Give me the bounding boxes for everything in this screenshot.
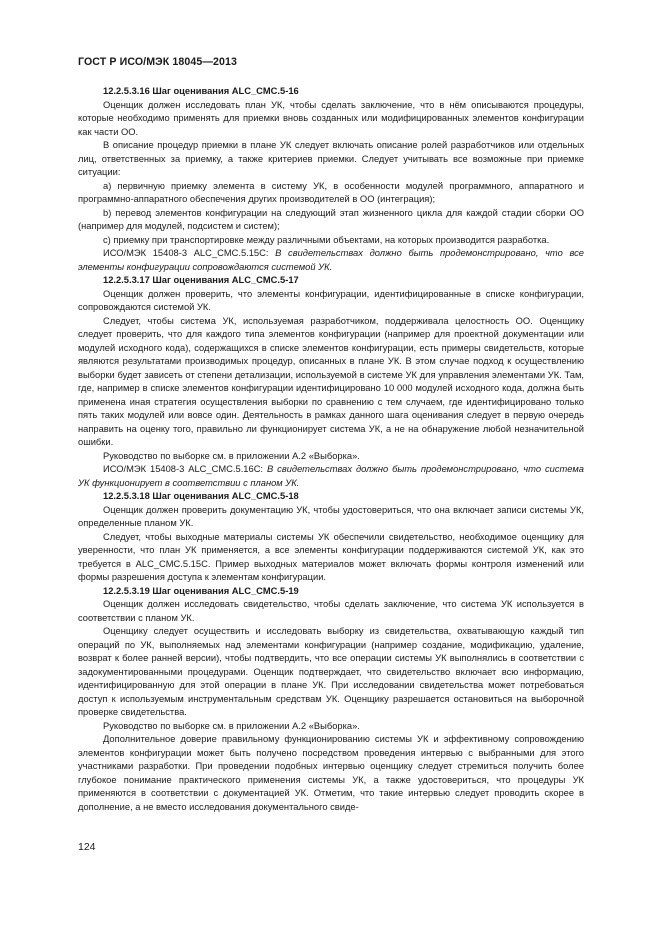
section-number: 12.2.5.3.19 — [103, 585, 150, 596]
section-heading — [78, 274, 584, 288]
reference-text: В свидетельствах должно быть продемонстрировано, что система УК функционирует в соответствии с планом УК. — [78, 464, 584, 488]
paragraph: Оценщик должен проверить документацию УК, чтобы удостовериться, что она включает записи системы УК, определенные планом УК. — [78, 504, 584, 528]
reference-text: В свидетельствах должно быть продемонстрировано, что все элементы конфигурации сопровождаются системой УК. — [78, 248, 585, 272]
section-heading — [78, 490, 584, 504]
paragraph: c) приемку при транспортировке между различными объектами, на которых производится разработка. — [103, 234, 550, 245]
paragraph: Руководство по выборке см. в приложении А.2 «Выборка». — [103, 720, 360, 731]
paragraph: Следует, чтобы выходные материалы системы УК обеспечили свидетельство, необходимое оценщику для уверенности, что план УК применяется, а все элементы конфигурации поддерживаются системой УК, как это требуется в ALC_CMC.5.15C. Пример выходных материалов может включать формы контроля изменений или формы разрешения доступа к элементам конфигурации. — [78, 531, 584, 582]
section-heading — [78, 585, 584, 599]
paragraph: Оценщику следует осуществить и исследовать выборку из свидетельства, охватывающую каждый тип операций по УК, выполняемых над элементами конфигурации (например создание, модификацию, удаление, возврат к более ранней версии), чтобы подтвердить, что все операции системы УК выполнялись в соответствии с задокументированными процедурами. Оценщик подтверждает, что свидетельство включает всю информацию, идентифицированную для этой операции в плане УК. При исследовании свидетельства может потребоваться доступ к используемым инструментальным средствам УК. Оценщику разрешается остановиться на выборочной проверке свидетельства. — [78, 626, 584, 717]
document-body — [78, 85, 584, 814]
section-title: Шаг оценивания ALC_CMC.5-16 — [152, 86, 299, 96]
paragraph: Следует, чтобы система УК, используемая разработчиком, поддерживала целостность ОО. Оценщику следует проверить, что для каждого типа элементов конфигурации (например для проектной документации или модулей исходного кода), содержащихся в списке элементов конфигурации, есть примеры свидетельств, которые являются результатами производимых процедур, описанных в плане УК. В этом случае подход к осуществлению выборки будет зависеть от степени детализации, используемой в системе УК для управления элементами УК. Там, где, например в списке элементов конфигурации идентифицировано 10 000 модулей исходного кода, должна быть применена иная стратегия осуществления выборки по сравнению с тем случаем, где идентифицировано только пять таких модулей или вовсе один. Деятельность в рамках данного шага оценивания следует в первую очередь направить на оценку того, правильно ли функционирует система УК, а не на обнаружение любой незначительной ошибки. — [78, 315, 584, 447]
section-title: Шаг оценивания ALC_CMC.5-17 — [152, 275, 299, 285]
paragraph: Оценщик должен проверить, что элементы конфигурации, идентифицированные в списке конфигурации, сопровождаются системой УК. — [78, 288, 584, 312]
paragraph: В описание процедур приемки в плане УК следует включать описание ролей разработчиков или отдельных лиц, ответственных за приемку, а также критериев приемки. Следует учитывать все возможные при приемке ситуации: — [78, 140, 584, 177]
section-title: Шаг оценивания ALC_CMC.5-19 — [152, 585, 299, 596]
standard-reference — [78, 463, 584, 490]
section-heading — [78, 85, 584, 99]
paragraph: а) первичную приемку элемента в систему УК, в особенности модулей программного, аппаратного и программно-аппаратного обеспечения других производителей в ОО (интеграция); — [78, 180, 584, 204]
section-number: 12.2.5.3.17 — [103, 275, 150, 285]
reference-id: ИСО/МЭК 15408-3 ALC_CMC.5.16C: — [103, 464, 267, 474]
standard-reference — [78, 247, 584, 274]
page-header: ГОСТ Р ИСО/МЭК 18045—2013 — [78, 56, 237, 68]
section-number: 12.2.5.3.18 — [103, 491, 150, 501]
paragraph: b) перевод элементов конфигурации на следующий этап жизненного цикла для каждой стадии сборки ОО (например для модулей, подсистем и систем); — [78, 207, 584, 231]
page-number: 124 — [78, 841, 96, 853]
section-number: 12.2.5.3.16 — [103, 86, 150, 96]
paragraph: Дополнительное доверие правильному функционированию системы УК и эффективному сопровождению элементов конфигурации может быть получено посредством проведения интервью с выбранными для этого участниками разработки. При проведении подобных интервью оценщику следует стремиться получить более глубокое понимание практического применения системы УК, а также удостовериться, что процедуры УК применяются в соответствии с документацией УК. Отметим, что такие интервью следует проводить скорее в дополнение, а не вместо исследования документального свиде- — [78, 734, 584, 812]
paragraph: Оценщик должен исследовать свидетельство, чтобы сделать заключение, что система УК используется в соответствии с планом УК. — [78, 599, 584, 623]
paragraph: Оценщик должен исследовать план УК, чтобы сделать заключение, что в нём описываются процедуры, которые необходимо применять для приемки вновь созданных или модифицированных элементов конфигурации как части ОО. — [78, 99, 584, 137]
section-title: Шаг оценивания ALC_CMC.5-18 — [152, 491, 299, 501]
paragraph: Руководство по выборке см. в приложении А.2 «Выборка». — [103, 450, 360, 461]
reference-id: ИСО/МЭК 15408-3 ALC_CMC.5.15C: — [103, 248, 276, 258]
